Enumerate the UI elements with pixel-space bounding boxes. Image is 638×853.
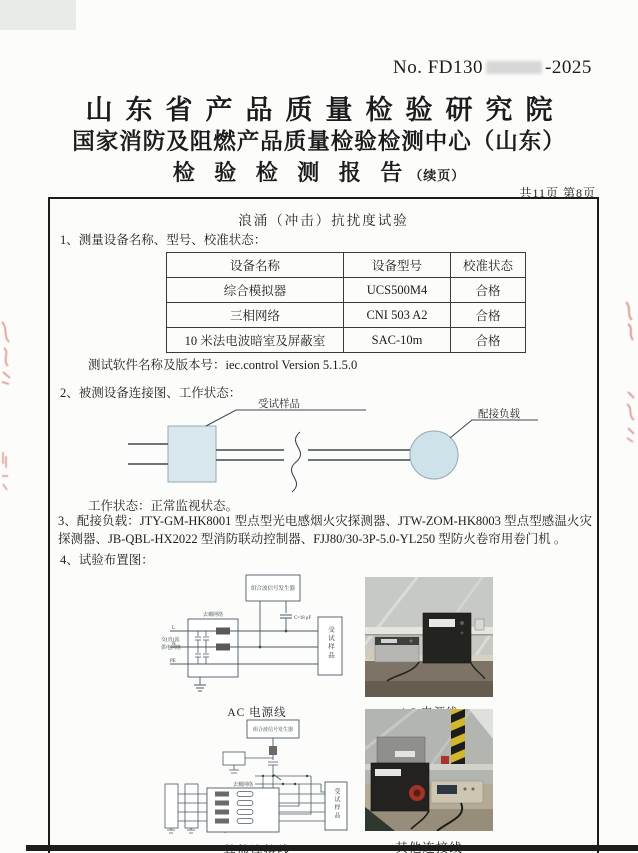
ac-power-schematic bbox=[160, 569, 354, 697]
redacted-region bbox=[486, 61, 542, 74]
break-symbol bbox=[291, 432, 300, 492]
hazard-stripe-pole bbox=[451, 709, 465, 767]
eut-vertical-label: 受试样品 bbox=[333, 788, 339, 820]
center-title: 国家消防及阻燃产品质量检验检测中心（山东） bbox=[72, 129, 566, 154]
item3-text: 3、配接负载：JTY-GM-HK8001 型点型光电感烟火灾探测器、JTW-ZOM-HK8003 型点型感温火灾探测器、JB-QBL-HX2022 型消防联动控制器、FJJ80/30-3P-5.0-YL250 型防火卷帘用卷门机 。 bbox=[58, 514, 592, 546]
supply-label-2: 供电网络 bbox=[161, 646, 182, 651]
inductor-block bbox=[216, 644, 230, 651]
line-n-label: N bbox=[172, 642, 176, 647]
content-box bbox=[48, 197, 599, 853]
col-header-model: 设备型号 bbox=[344, 253, 451, 278]
top-gray-box bbox=[377, 737, 425, 763]
sample-label: 受试样品 bbox=[258, 399, 300, 410]
other-lines-schematic-figure bbox=[159, 718, 355, 853]
cell-name: 三相网络 bbox=[167, 303, 344, 328]
cell-status: 合格 bbox=[451, 328, 526, 353]
report-title bbox=[0, 156, 638, 187]
table-row bbox=[167, 278, 526, 303]
connection-diagram bbox=[108, 398, 542, 501]
other-lines-schematic bbox=[159, 718, 355, 834]
inductor-block bbox=[216, 628, 230, 635]
test-setup-photo-ac bbox=[365, 577, 493, 697]
col-header-name: 设备名称 bbox=[167, 253, 344, 278]
table-header-row bbox=[167, 253, 526, 278]
stamp-fragment-right-lower bbox=[624, 390, 638, 445]
coupling-label: 去耦网络 bbox=[232, 783, 254, 788]
load-label: 配接负载 bbox=[478, 409, 520, 420]
report-title-note: （续页） bbox=[409, 168, 466, 183]
resistor-block bbox=[269, 746, 277, 755]
sample-box bbox=[168, 426, 216, 482]
stamp-fragment-right-upper bbox=[620, 300, 638, 345]
work-status-line: 工作状态：正常监视状态。 bbox=[88, 499, 239, 513]
software-version-line: 测试软件名称及版本号：iec.control Version 5.1.5.0 bbox=[88, 358, 358, 372]
item4-label: 4、试验布置图： bbox=[60, 553, 154, 567]
cell-name: 综合模拟器 bbox=[167, 278, 344, 303]
item2-label: 2、被测设备连接图、工作状态： bbox=[60, 386, 242, 400]
cell-model: CNI 503 A2 bbox=[344, 303, 451, 328]
item1-label: 1、测量设备名称、型号、校准状态： bbox=[60, 233, 267, 247]
report-title-text: 检 验 检 测 报 告 bbox=[172, 160, 410, 185]
generator-label: 组合波信号发生器 bbox=[250, 586, 296, 592]
page-bottom-edge bbox=[26, 845, 638, 851]
ground-symbol bbox=[194, 677, 206, 691]
aux-box bbox=[165, 784, 178, 828]
decoupling-network-box bbox=[188, 619, 238, 677]
eut-vertical-label: 受试样品 bbox=[327, 626, 334, 660]
stamp-fragment-left-upper bbox=[0, 318, 14, 388]
capacitor-label: C=18 μF bbox=[294, 616, 312, 621]
aux-box bbox=[185, 784, 198, 828]
other-lines-photo-figure bbox=[365, 709, 493, 853]
line-pe-label: PE bbox=[170, 659, 176, 664]
scan-corner-artifact bbox=[0, 0, 76, 30]
test-setup-photo-other bbox=[365, 709, 493, 831]
cell-model: SAC-10m bbox=[344, 328, 451, 353]
ac-power-photo-figure bbox=[365, 577, 493, 720]
load-circle bbox=[410, 431, 458, 479]
report-number bbox=[393, 57, 592, 79]
line-l-label: L bbox=[172, 626, 176, 631]
cell-name: 10 米法电波暗室及屏蔽室 bbox=[167, 328, 344, 353]
report-number-prefix: No. FD130 bbox=[393, 57, 484, 78]
ac-power-schematic-figure bbox=[160, 569, 354, 720]
supply-label-1: 交(直)流 bbox=[161, 638, 180, 643]
coupling-capacitor bbox=[280, 601, 292, 631]
decoupling-label: 去耦网络 bbox=[202, 613, 224, 618]
connection-diagram-drawing bbox=[108, 398, 542, 496]
cell-model: UCS500M4 bbox=[344, 278, 451, 303]
stamp-fragment-left-lower bbox=[0, 450, 10, 495]
cell-status: 合格 bbox=[451, 303, 526, 328]
table-row bbox=[167, 328, 526, 353]
cell-status: 合格 bbox=[451, 278, 526, 303]
table-row bbox=[167, 303, 526, 328]
generator-label: 组合波信号发生器 bbox=[252, 728, 294, 733]
equipment-table bbox=[166, 252, 526, 353]
figure-caption: AC 电源线 bbox=[227, 707, 287, 719]
ground-symbol bbox=[229, 765, 239, 773]
institute-title: 山东省产品质量检验研究院 bbox=[85, 95, 566, 125]
test-section-title: 浪涌（冲击）抗扰度试验 bbox=[238, 213, 409, 228]
report-number-suffix: -2025 bbox=[545, 57, 592, 78]
col-header-status: 校准状态 bbox=[451, 253, 526, 278]
page-info: 共11页 第8页 bbox=[519, 186, 596, 200]
